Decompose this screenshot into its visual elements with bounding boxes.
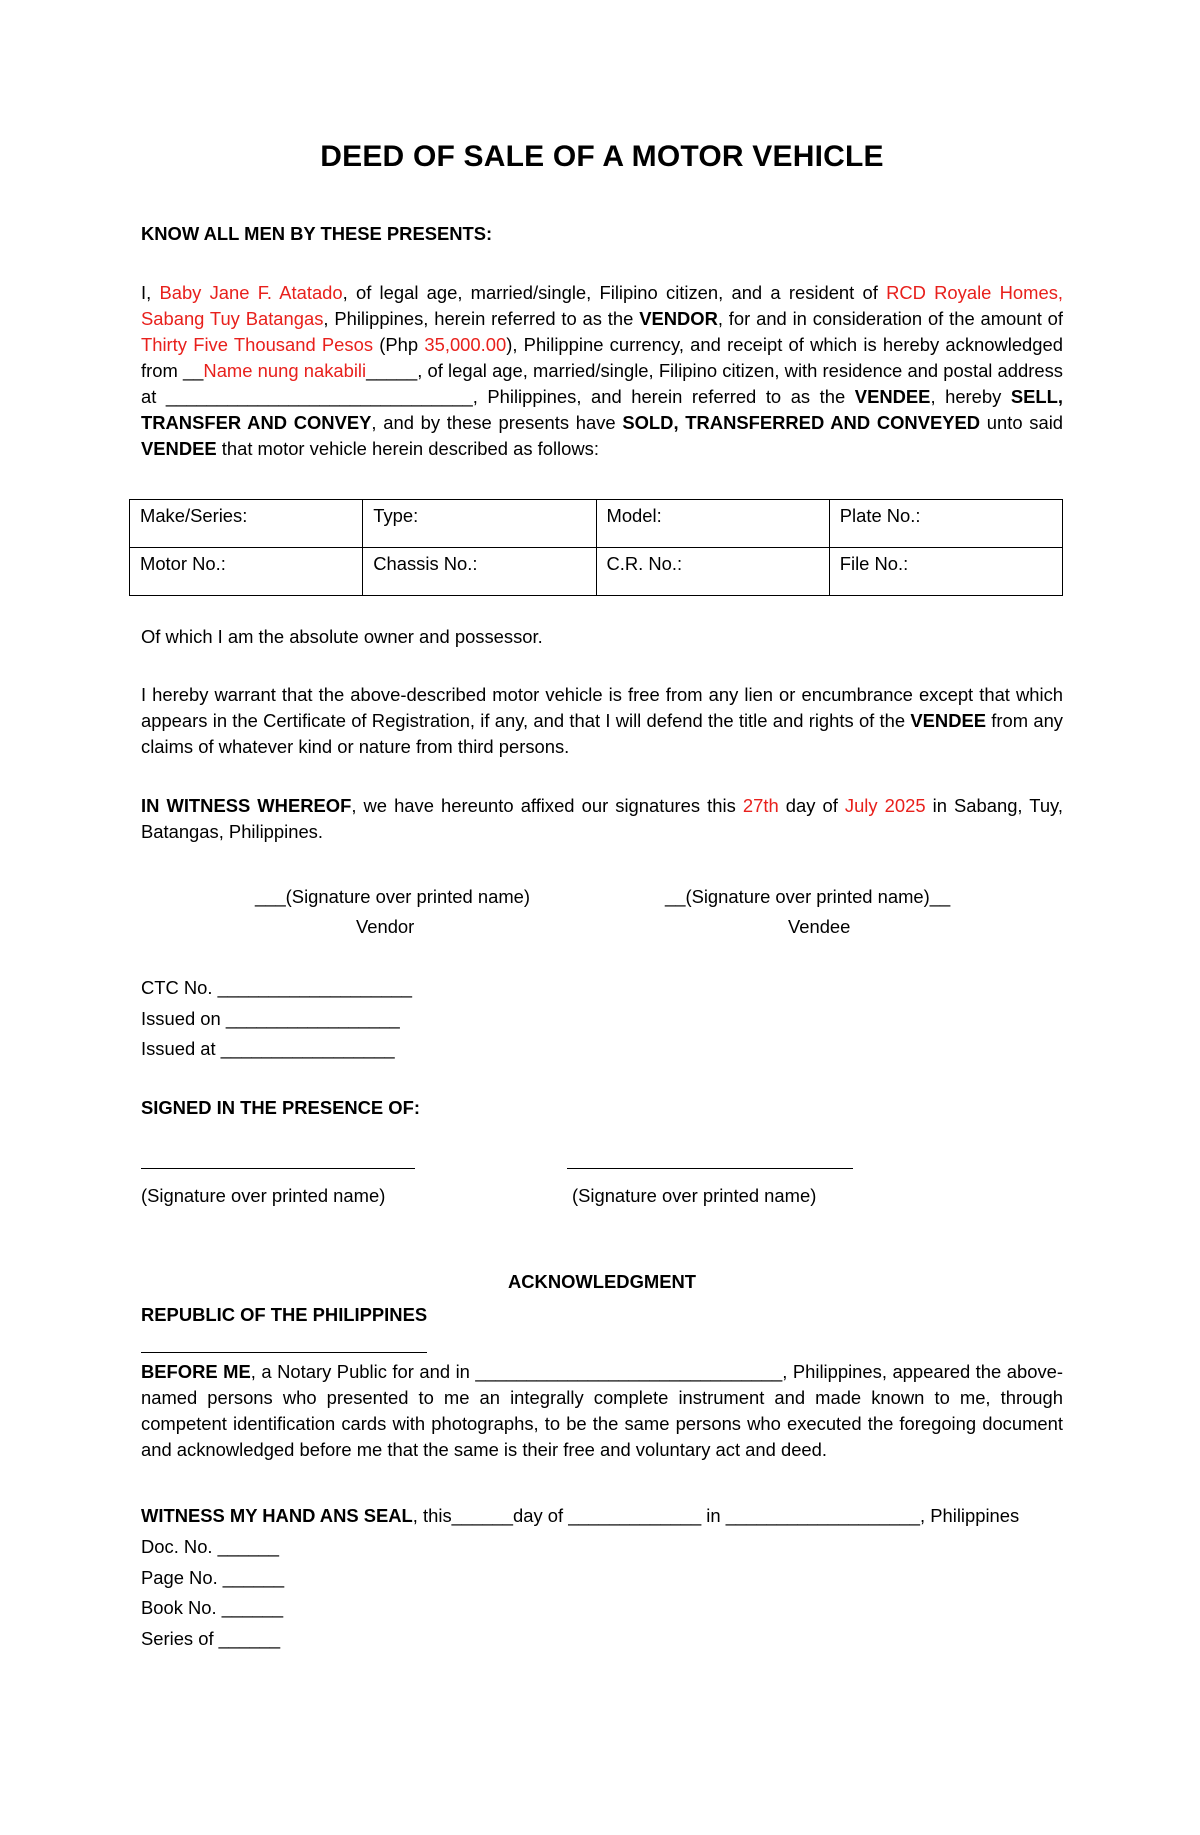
amount-words: Thirty Five Thousand Pesos — [141, 334, 374, 355]
issued-at: Issued at _________________ — [141, 1038, 395, 1059]
witness-right-label: (Signature over printed name) — [572, 1185, 817, 1206]
seal-line: WITNESS MY HAND ANS SEAL, this______day of _____________ in ___________________, Philippines — [141, 1505, 1020, 1526]
witness-left-line — [141, 1168, 415, 1169]
doc-no: Doc. No. ______ — [141, 1536, 280, 1557]
owner-statement: Of which I am the absolute owner and possessor. — [141, 626, 543, 647]
vendor-signature-line: ___(Signature over printed name) — [255, 886, 530, 907]
table-row — [130, 548, 1063, 596]
table-cell: Model: — [596, 500, 829, 548]
presence-heading: SIGNED IN THE PRESENCE OF: — [141, 1097, 420, 1118]
table-cell: Make/Series: — [130, 500, 363, 548]
ctc-no: CTC No. ___________________ — [141, 977, 412, 998]
signing-day: 27th — [742, 795, 779, 816]
intro-paragraph: I, Baby Jane F. Atatado, of legal age, married/single, Filipino citizen, and a resident of RCD Royale Homes, Sabang Tuy Batangas, Philippines, herein referred to as the VENDOR, for and in consideration of the amount of Thirty Five Thousand Pesos (Php 35,000.00), Philippine currency, and receipt of which is hereby acknowledged from __Name nung nakabili_____, of legal age, married/single, Filipino citizen, with residence and postal address at ______________________________, Philippines, and herein referred to as the VENDEE, hereby SELL, TRANSFER AND CONVEY, and by these presents have SOLD, TRANSFERRED AND CONVEYED unto said VENDEE that motor vehicle herein described as follows: — [141, 282, 1064, 459]
vendee-signature-line: __(Signature over printed name)__ — [665, 886, 951, 907]
vehicle-table — [129, 499, 1063, 596]
table-cell: C.R. No.: — [596, 548, 829, 596]
warranty-paragraph: I hereby warrant that the above-described motor vehicle is free from any lien or encumbrance except that which appears in the Certificate of Registration, if any, and that I will defend the title and rights of the VENDEE from any claims of whatever kind or nature from third persons. — [141, 684, 1063, 757]
jurisdiction-line — [141, 1352, 427, 1353]
vendor-address: RCD Royale Homes, Sabang Tuy Batangas — [141, 282, 1063, 329]
signing-month-year: July 2025 — [844, 795, 926, 816]
witness-paragraph: IN WITNESS WHEREOF, we have hereunto affixed our signatures this 27th day of July 2025 in Sabang, Tuy, Batangas, Philippines. — [141, 795, 1063, 842]
vendor-name: Baby Jane F. Atatado — [159, 282, 343, 303]
acknowledgment-heading: ACKNOWLEDGMENT — [508, 1271, 696, 1292]
before-me-paragraph: BEFORE ME, a Notary Public for and in ______________________________, Philippines, appeared the above-named persons who presented to me an integrally complete instrument and made known to me, through competent identification cards with photographs, to be the same persons who executed the foregoing document and acknowledged before me that the same is their free and voluntary act and deed. — [141, 1361, 1063, 1460]
table-row — [130, 500, 1063, 548]
witness-left-label: (Signature over printed name) — [141, 1185, 386, 1206]
page-no: Page No. ______ — [141, 1567, 285, 1588]
series-of: Series of ______ — [141, 1628, 281, 1649]
republic-heading: REPUBLIC OF THE PHILIPPINES — [141, 1304, 428, 1325]
document-title: DEED OF SALE OF A MOTOR VEHICLE — [320, 140, 884, 173]
witness-right-line — [567, 1168, 853, 1169]
table-cell: Chassis No.: — [363, 548, 596, 596]
know-all-heading: KNOW ALL MEN BY THESE PRESENTS: — [141, 223, 493, 244]
table-cell: File No.: — [829, 548, 1062, 596]
amount-figure: 35,000.00 — [424, 334, 507, 355]
issued-on: Issued on _________________ — [141, 1008, 400, 1029]
table-cell: Motor No.: — [130, 548, 363, 596]
book-no: Book No. ______ — [141, 1597, 284, 1618]
vendee-role: Vendee — [788, 916, 851, 937]
table-cell: Plate No.: — [829, 500, 1062, 548]
vendor-role: Vendor — [356, 916, 415, 937]
vendee-name: Name nung nakabili — [203, 360, 367, 381]
table-cell: Type: — [363, 500, 596, 548]
